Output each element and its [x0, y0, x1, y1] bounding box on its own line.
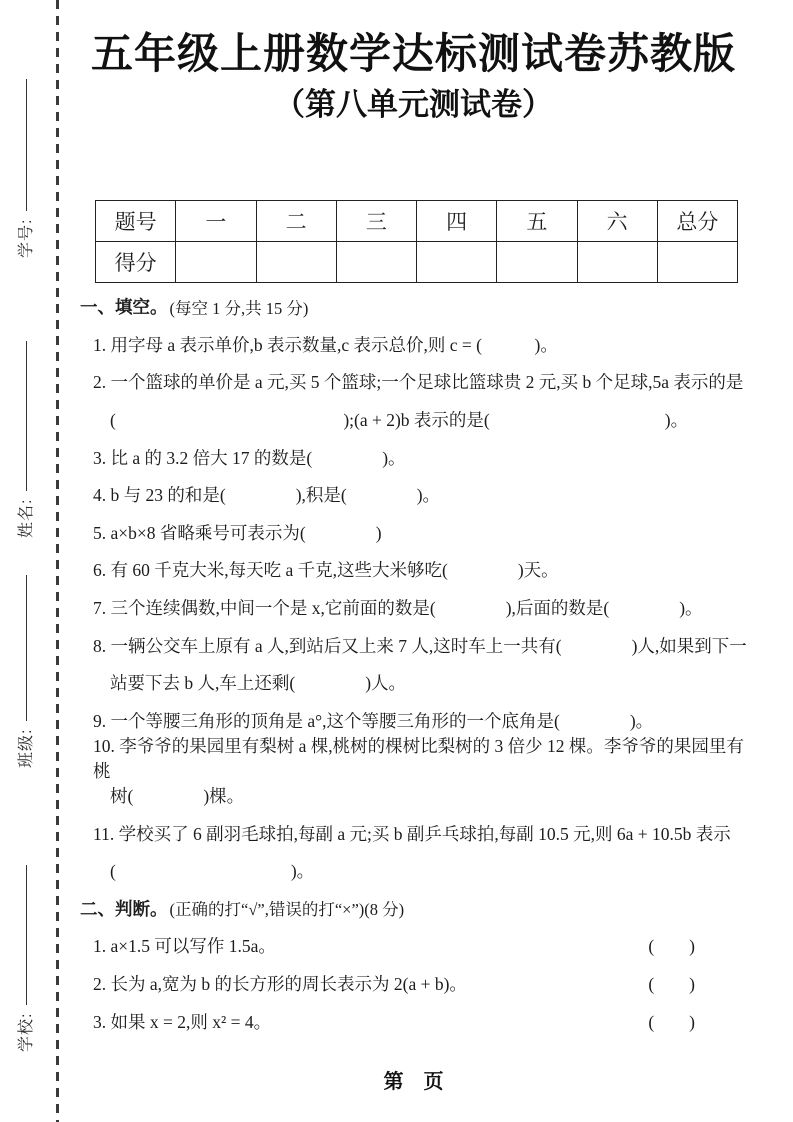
fill-in-question-line: 11. 学校买了 6 副羽毛球拍,每副 a 元;买 b 副乒乓球拍,每副 10.5 元,则 6a + 10.5b 表示 [93, 823, 731, 844]
section1-heading-note: (每空 1 分,共 15 分) [169, 298, 309, 318]
judgment-answer-blank: ( ) [648, 973, 695, 994]
judgment-question-row [80, 1002, 747, 1040]
school-label: 学校: [18, 1012, 35, 1052]
score-table-header-cell: 总分 [657, 201, 737, 242]
fill-in-question-line: 站要下去 b 人,车上还剩( )人。 [110, 673, 407, 694]
fill-in-question-line: 树( )棵。 [110, 786, 245, 807]
class-write-in-line [26, 575, 27, 721]
score-table-header-cell: 四 [417, 201, 497, 242]
score-table-score-row [96, 242, 738, 283]
page-footer: 第 页 [383, 1070, 444, 1093]
name-label: 姓名: [18, 498, 35, 538]
fill-in-question-line: 4. b 与 23 的和是( ),积是( )。 [93, 485, 441, 506]
judgment-question-text: 2. 长为 a,宽为 b 的长方形的周长表示为 2(a + b)。 [93, 973, 467, 994]
fill-in-question-line: 7. 三个连续偶数,中间一个是 x,它前面的数是( ),后面的数是( )。 [93, 598, 703, 619]
sidebar-field-school [13, 865, 36, 1052]
score-table-score-cell [497, 242, 577, 283]
fill-in-question-line: 2. 一个篮球的单价是 a 元,买 5 个篮球;一个足球比篮球贵 2 元,买 b 个足球,5a 表示的是 [93, 372, 744, 393]
page-title: 五年级上册数学达标测试卷苏教版 [90, 30, 736, 77]
score-table-header-cell: 一 [176, 201, 256, 242]
judgment-question-row [80, 965, 747, 1003]
fill-in-question-line: 3. 比 a 的 3.2 倍大 17 的数是( )。 [93, 447, 406, 468]
sidebar-field-class [13, 575, 36, 768]
section1-heading-title: 一、填空。 [80, 297, 168, 318]
score-table-score-cell [417, 242, 497, 283]
judgment-question-text: 1. a×1.5 可以写作 1.5a。 [93, 936, 276, 957]
fill-in-question-line: 5. a×b×8 省略乘号可表示为( ) [93, 522, 382, 543]
score-table-header-row [96, 201, 738, 242]
fill-in-question-line: 8. 一辆公交车上原有 a 人,到站后又上来 7 人,这时车上一共有( )人,如果到下一 [93, 635, 747, 656]
class-label: 班级: [18, 728, 35, 768]
page-subtitle: （第八单元测试卷） [274, 87, 553, 122]
score-table-score-label: 得分 [96, 242, 176, 283]
sidebar-field-name [13, 341, 36, 538]
judgment-answer-blank: ( ) [648, 1011, 695, 1032]
fill-in-question-line: 10. 李爷爷的果园里有梨树 a 棵,桃树的棵树比梨树的 3 倍少 12 棵。李爷爷的果园里有桃 [93, 735, 744, 781]
score-table-header-cell: 六 [577, 201, 657, 242]
question-body [80, 288, 747, 1040]
score-table-score-cell [336, 242, 416, 283]
student-id-label: 学号: [18, 218, 35, 258]
score-table-score-cell [577, 242, 657, 283]
score-table-score-cell [176, 242, 256, 283]
section2-heading [80, 890, 747, 928]
fill-in-question-line: 1. 用字母 a 表示单价,b 表示数量,c 表示总价,则 c = ( )。 [93, 334, 558, 355]
sidebar-field-student-id [13, 79, 36, 258]
fill-in-question-line: 6. 有 60 千克大米,每天吃 a 千克,这些大米够吃( )天。 [93, 560, 559, 581]
student-id-write-in-line [26, 79, 27, 211]
score-table-header-cell: 五 [497, 201, 577, 242]
judgment-answer-blank: ( ) [648, 936, 695, 957]
judgment-question-text: 3. 如果 x = 2,则 x² = 4。 [93, 1011, 272, 1032]
score-table-score-cell [256, 242, 336, 283]
fill-in-question-line: ( )。 [110, 861, 315, 882]
name-write-in-line [26, 341, 27, 491]
main-content [80, 0, 747, 1094]
fill-in-question-line: ( );(a + 2)b 表示的是( )。 [110, 410, 689, 431]
score-table [95, 200, 738, 283]
school-write-in-line [26, 865, 27, 1005]
score-table-score-cell [657, 242, 737, 283]
score-table-header-cell: 三 [336, 201, 416, 242]
binding-dashed-line [56, 0, 59, 1122]
score-table-header-cell: 二 [256, 201, 336, 242]
score-table-corner-cell: 题号 [96, 201, 176, 242]
section2-heading-title: 二、判断。 [80, 898, 168, 919]
fill-in-question-line: 9. 一个等腰三角形的顶角是 a°,这个等腰三角形的一个底角是( )。 [93, 710, 654, 731]
section2-heading-note: (正确的打“√”,错误的打“×”)(8 分) [169, 900, 405, 920]
section1-heading [80, 288, 747, 326]
judgment-question-row [80, 927, 747, 965]
